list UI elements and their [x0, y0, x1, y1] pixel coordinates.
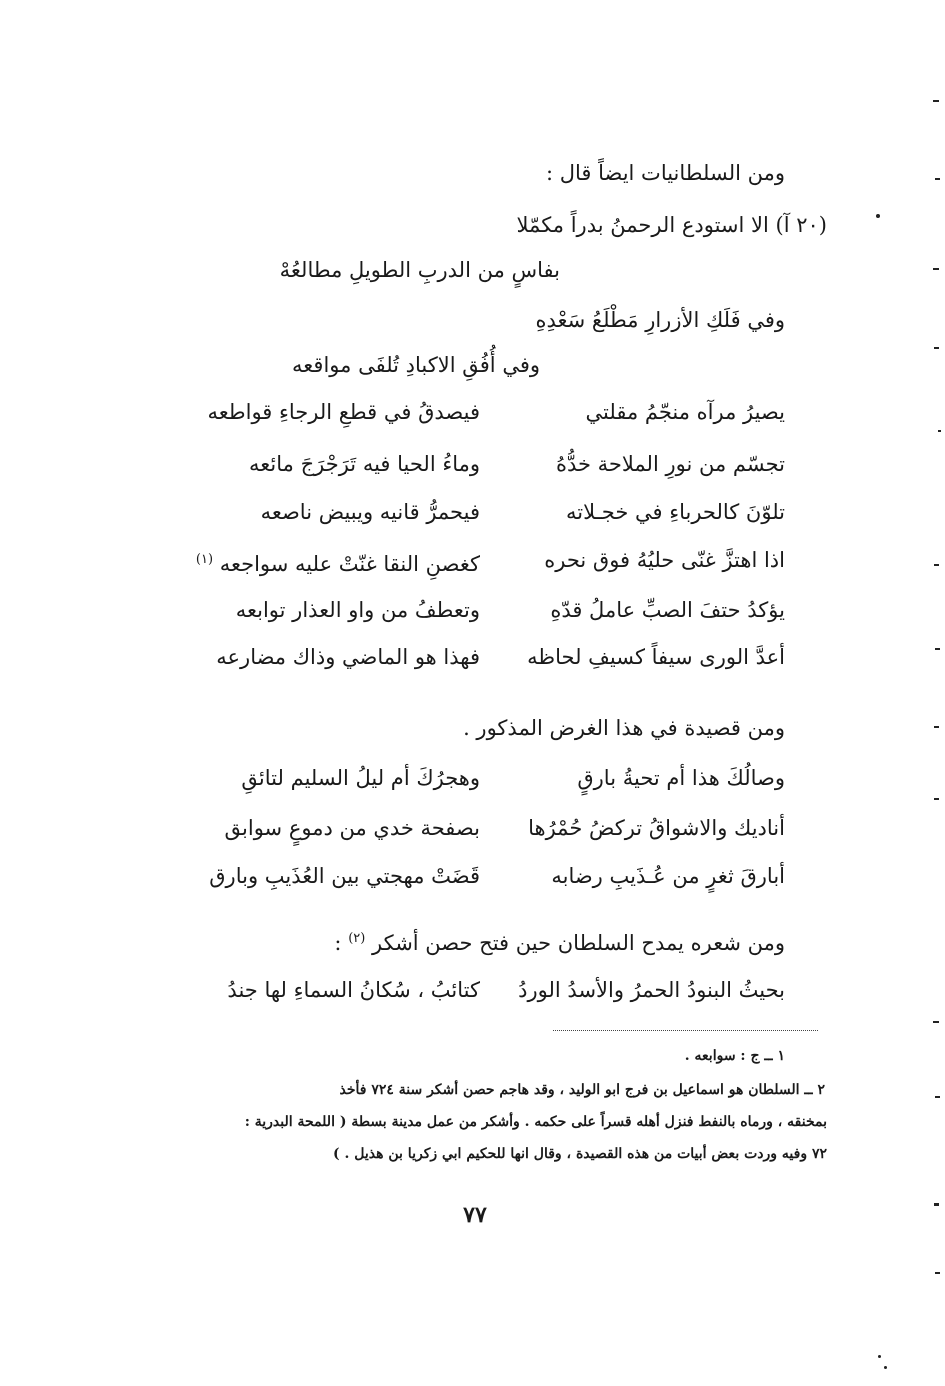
scan-mark [934, 726, 939, 728]
scan-mark [933, 100, 939, 102]
verse-left-hemistich: وماءُ الحيا فيه تَرَجْرَجَ مائعه [249, 452, 480, 476]
scan-mark [935, 178, 940, 180]
scan-mark [934, 1203, 939, 1206]
poem-label: (٢٠ آ) [775, 213, 827, 237]
poem-line: وفي أُفُقِ الاكبادِ تُلفَى مواقعه [292, 353, 540, 377]
verse-left-hemistich: فهذا هو الماضي وذاك مضارعه [216, 645, 480, 669]
verse-right-hemistich: أبارقَ ثغرٍ من عُـذَيبِ رضابه [551, 864, 785, 888]
footnote: ٢ ــ السلطان هو اسماعيل بن فرج ابو الوليد ، وقد هاجم حصن أشكر سنة ٧٢٤ فأخذ [339, 1082, 825, 1098]
scan-mark [934, 798, 939, 800]
verse-left-hemistich: كتائبُ ، سُكانُ السماءِ لها جندُ [227, 978, 480, 1002]
section-intro-colon: : [334, 931, 342, 955]
page-number: ٧٧ [463, 1202, 487, 1228]
section-intro-text: ومن شعره يمدح السلطان حين فتح حصن أشكر [372, 931, 785, 955]
verse-right-hemistich: أناديك والاشواقُ تركضُ حُمْرُها [528, 816, 785, 840]
scan-mark [933, 1021, 939, 1023]
scan-mark [935, 648, 940, 650]
section-intro: ومن السلطانيات ايضاً قال : [545, 161, 785, 185]
footnote-separator [553, 1030, 818, 1031]
footnote-ref: (١) [195, 552, 214, 567]
verse-left-hemistich: فيحمرُّ قانيه ويبيض ناصعه [260, 500, 480, 524]
scan-mark [878, 1355, 881, 1358]
poem-line: بفاسٍ من الدربِ الطويلِ مطالعُهْ [279, 258, 560, 282]
footnote-ref: (٢) [348, 931, 366, 946]
footnote: بمخنقه ، ورماه بالنفط فنزل أهله قسراً على حكمه . وأشكر من عمل مدينة بسطة ( اللمحة البدرية : [244, 1114, 827, 1130]
verse-right-hemistich: اذا اهتزَّ غنّى حليُهُ فوق نحره [544, 548, 785, 572]
section-intro: ومن قصيدة في هذا الغرض المذكور . [463, 716, 785, 740]
scan-mark [933, 268, 939, 270]
footnote: ٧٢ وفيه وردت بعض أبيات من هذه القصيدة ، وقال انها للحكيم ابي زكريا بن هذيل . ) [333, 1146, 827, 1162]
verse-left-hemistich: بصفحة خدي من دموعٍ سوابق [224, 816, 480, 840]
verse-right-hemistich: يؤكدُ حتفَ الصبِّ عاملُ قدّهِ [550, 598, 785, 622]
scan-mark [934, 564, 939, 566]
verse-right-hemistich: بحيثُ البنودُ الحمرُ والأسدُ الوردُ [518, 978, 785, 1002]
verse-left-hemistich: قَضَتْ مهجتي بين العُذَيبِ وبارق [209, 864, 480, 888]
scan-mark [935, 1096, 940, 1098]
verse-left-hemistich: فيصدقُ في قطعِ الرجاءِ قواطعه [207, 400, 480, 424]
verse-left-hemistich: وتعطفُ من واو العذار توابعه [235, 598, 480, 622]
verse-left-hemistich: وهجرُكَ أم ليلُ السليم لتائقِ [241, 766, 480, 790]
scan-mark [884, 1366, 887, 1369]
section-intro [334, 924, 785, 958]
verse-right-hemistich: وصالُكَ هذا أم تحيةُ بارقٍ [577, 766, 785, 790]
verse-right-hemistich: تلوّنَ كالحرباءِ في خجـلاته [565, 500, 785, 524]
verse-left-hemistich [150, 545, 480, 579]
footnote: ١ ــ ج : سوابعه . [684, 1048, 785, 1064]
scan-mark [935, 1272, 940, 1274]
poem-opening-line [517, 210, 827, 240]
scan-mark [876, 214, 880, 218]
verse-right-hemistich: أعدَّ الورى سيفاً كسيفِ لحاظه [527, 645, 785, 669]
verse-right-hemistich: تجسّم من نورِ الملاحة خدُّهُ [555, 452, 785, 476]
verse-left-text: كغصنِ النقا غنّتْ عليه سواجعه [219, 552, 480, 576]
verse-right-hemistich: يصيرُ مرآه منجّمُ مقلتي [585, 400, 785, 424]
scan-mark [938, 430, 941, 432]
poem-opening-text: الا استودع الرحمنُ بدراً مكمّلا [516, 213, 769, 237]
scan-mark [934, 347, 939, 349]
poem-line: وفي فَلَكِ الأزرارِ مَطْلَعُ سَعْدِهِ [535, 308, 785, 332]
